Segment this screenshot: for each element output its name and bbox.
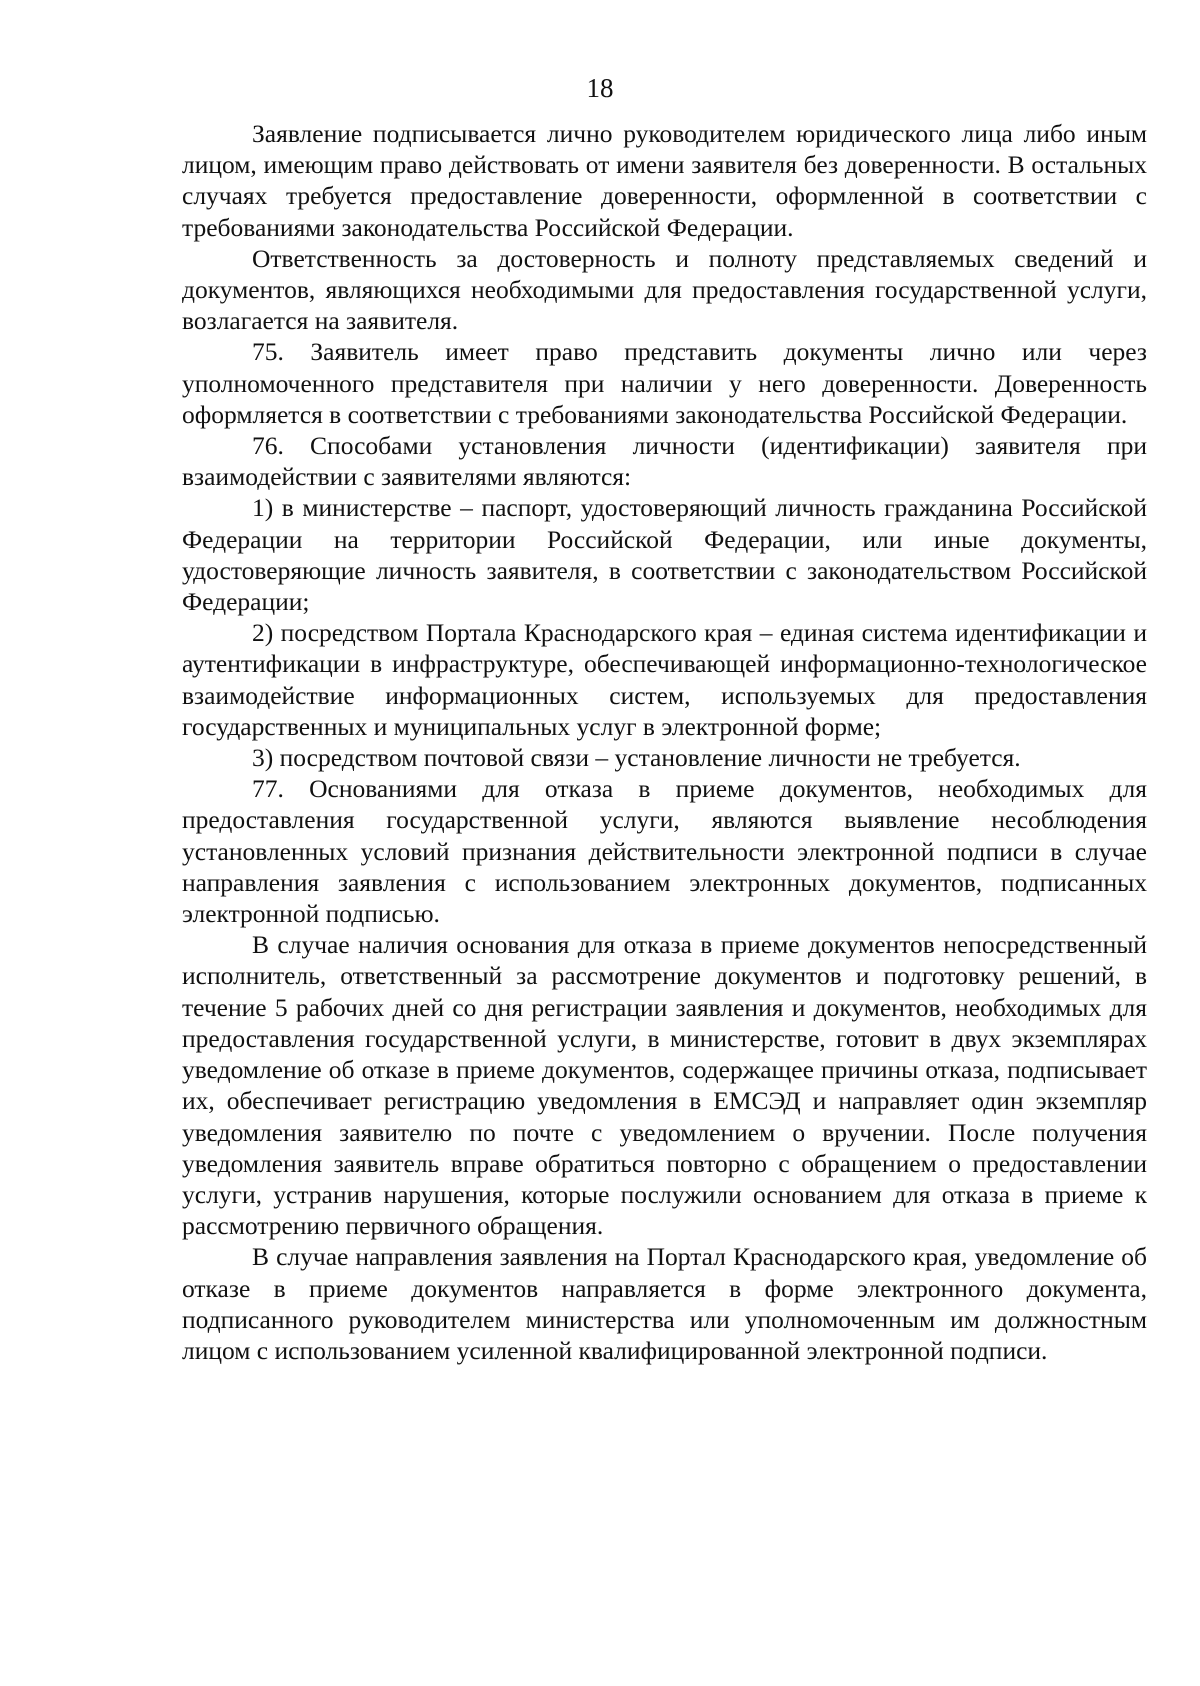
paragraph-76-item-2: 2) посредством Портала Краснодарского края – единая система идентификации и аутентификации в инфраструктуре, обеспечивающей информационно-технологическое взаимодействие информационных систем, используемых для предоставления государственных и муниципальных услуг в электронной форме; (182, 618, 1147, 741)
paragraph-responsibility: Ответственность за достоверность и полноту представляемых сведений и документов, являющихся необходимыми для предоставления государственной услуги, возлагается на заявителя. (182, 243, 1147, 336)
paragraph-76-item-3: 3) посредством почтовой связи – установление личности не требуется. (252, 743, 1021, 773)
paragraph-refusal-procedure: В случае наличия основания для отказа в приеме документов непосредственный исполнитель, ответственный за рассмотрение документов и подготовку решений, в течение 5 рабочих дней со дня регистрации заявления и документов, необходимых для предоставления государственной услуги, в министерстве, готовит в двух экземплярах уведомление об отказе в приеме документов, содержащее причины отказа, подписывает их, обеспечивает регистрацию уведомления в ЕМСЭД и направляет один экземпляр уведомления заявителю по почте с уведомлением о вручении. После получения уведомления заявитель вправе обратиться повторно с обращением о предоставлении услуги, устранив нарушения, которые послужили основанием для отказа в приеме к рассмотрению первичного обращения. (182, 930, 1147, 1241)
paragraph-signature: Заявление подписывается лично руководителем юридического лица либо иным лицом, имеющим право действовать от имени заявителя без доверенности. В остальных случаях требуется предоставление доверенности, оформленной в соответствии с требованиями законодательства Российской Федерации. (182, 119, 1147, 242)
page-number: 18 (586, 73, 614, 103)
paragraph-75: 75. Заявитель имеет право представить документы лично или через уполномоченного представителя при наличии у него доверенности. Доверенность оформляется в соответствии с требованиями законодательства Российской Федерации. (182, 337, 1147, 429)
paragraph-77: 77. Основаниями для отказа в приеме документов, необходимых для предоставления государственной услуги, являются выявление несоблюдения установленных условий признания действительности электронной подписи в случае направления заявления с использованием электронных документов, подписанных электронной подписью. (182, 774, 1147, 929)
document-body (182, 118, 1147, 1366)
paragraph-portal-refusal: В случае направления заявления на Портал Краснодарского края, уведомление об отказе в приеме документов направляется в форме электронного документа, подписанного руководителем министерства или уполномоченным им должностным лицом с использованием усиленной квалифицированной электронной подписи. (182, 1242, 1147, 1365)
paragraph-76: 76. Способами установления личности (идентификации) заявителя при взаимодействии с заявителями являются: (182, 431, 1147, 492)
paragraph-76-item-1: 1) в министерстве – паспорт, удостоверяющий личность гражданина Российской Федерации на территории Российской Федерации, или иные документы, удостоверяющие личность заявителя, в соответствии с законодательством Российской Федерации; (182, 493, 1147, 617)
